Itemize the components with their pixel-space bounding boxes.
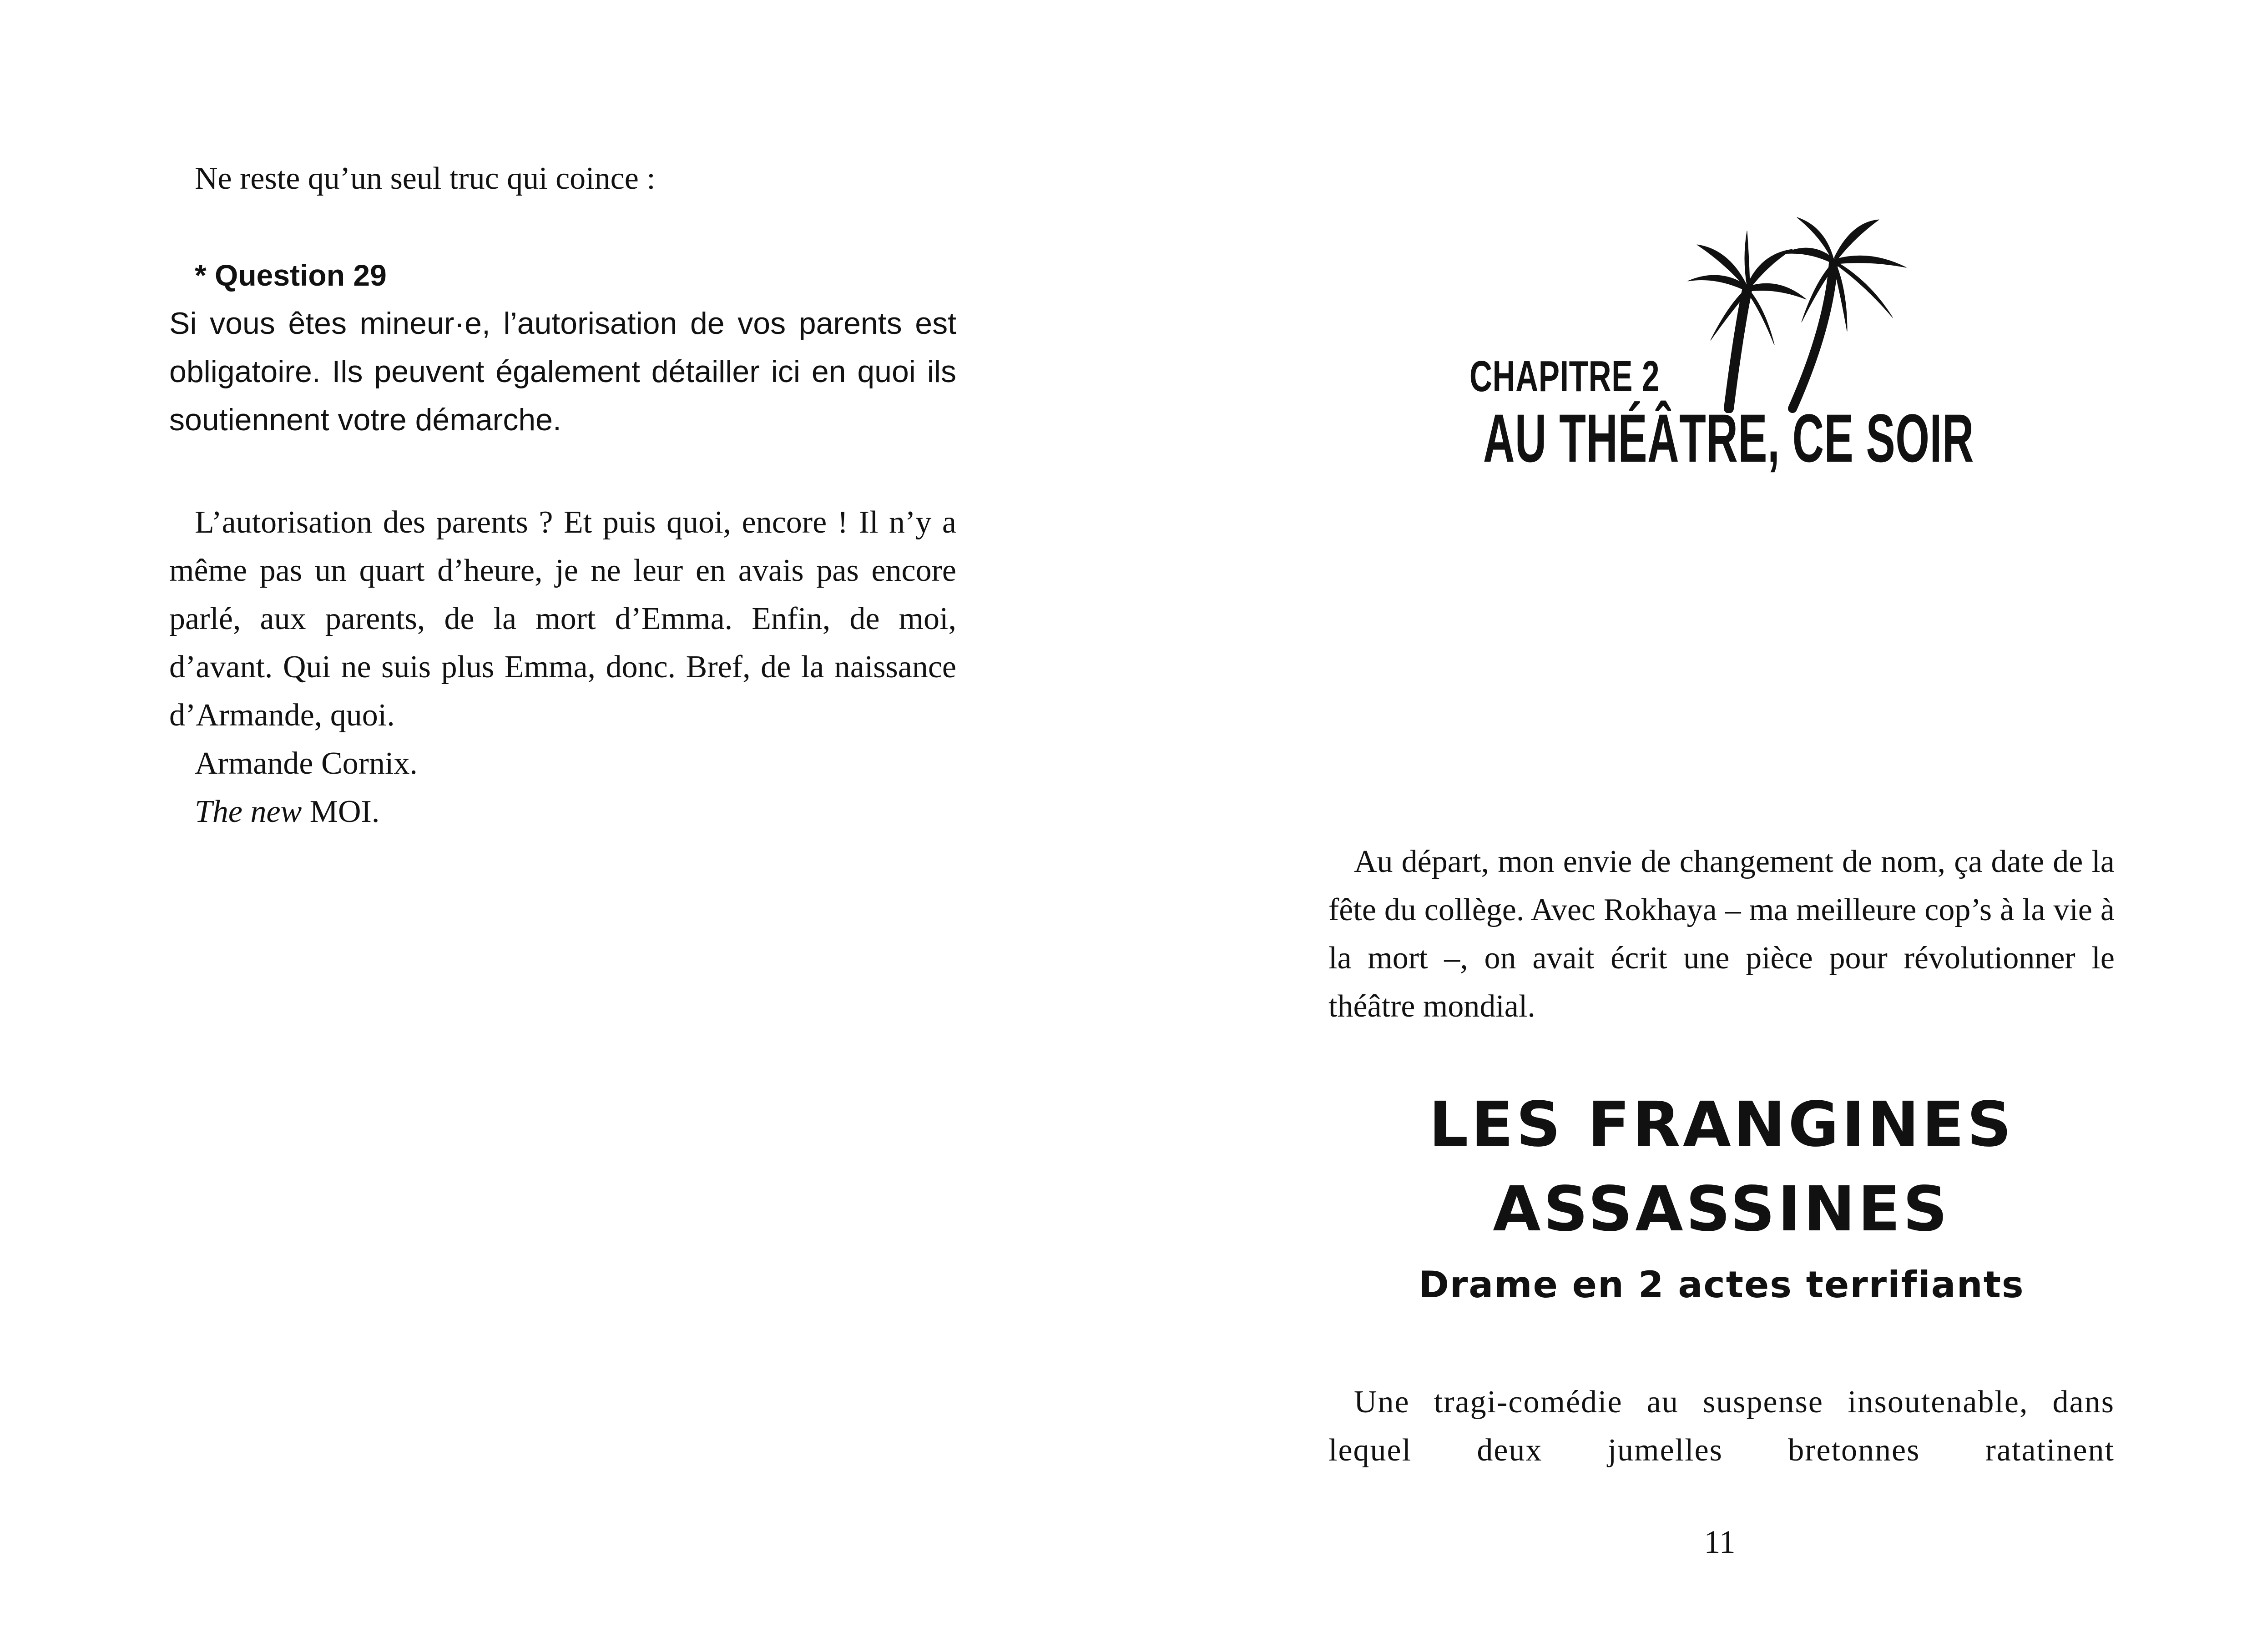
chapter-header bbox=[1469, 213, 1979, 495]
page-number: 11 bbox=[1704, 1524, 1736, 1560]
left-page bbox=[0, 0, 1128, 1652]
parents-paragraph: L’autorisation des parents ? Et puis quoi, encore ! Il n’y a même pas un quart d’heure, je ne leur en avais pas encore parlé, aux parents, de la mort d’Emma. Enfin, de moi, d’avant. Qui ne suis plus Emma, donc. Bref, de la naissance d’Armande, quoi. bbox=[169, 505, 956, 733]
left-main-text bbox=[169, 499, 956, 836]
palm-trees-icon bbox=[1679, 213, 1934, 413]
chapter-title: AU THÉÂTRE, CE SOIR bbox=[1483, 400, 1974, 476]
question-block bbox=[169, 251, 956, 444]
play-subtitle: Drame en 2 actes terrifiants bbox=[1419, 1264, 2025, 1306]
closing-rest: MOI. bbox=[302, 794, 380, 829]
play-title-line-2: ASSASSINES bbox=[1493, 1174, 1950, 1245]
question-text: Si vous êtes mineur·e, l’autorisation de vos parents est obligatoire. Ils peuvent également détailler ici en quoi ils soutiennent votre démarche. bbox=[169, 306, 956, 437]
closing-paragraph-block bbox=[1328, 1378, 2115, 1475]
chapter-intro-paragraph: Au départ, mon envie de changement de nom, ça date de la fête du collège. Avec Rokhaya – ma meilleure cop’s à la vie à la mort –, on avait écrit une pièce pour révolutionner le théâtre mondial. bbox=[1328, 844, 2115, 1024]
play-title bbox=[1328, 1083, 2115, 1252]
intro-line: Ne reste qu’un seul truc qui coince : bbox=[195, 161, 656, 196]
closing-line bbox=[169, 788, 956, 836]
question-title: * Question 29 bbox=[195, 258, 387, 292]
closing-paragraph: Une tragi-comédie au suspense insoutenable, dans lequel deux jumelles bretonnes ratatinent bbox=[1328, 1385, 2115, 1468]
name-line: Armande Cornix. bbox=[195, 746, 418, 781]
play-title-line-1: LES FRANGINES bbox=[1429, 1089, 2015, 1161]
chapter-number: CHAPITRE 2 bbox=[1469, 352, 1660, 401]
closing-italic: The new bbox=[195, 794, 302, 829]
